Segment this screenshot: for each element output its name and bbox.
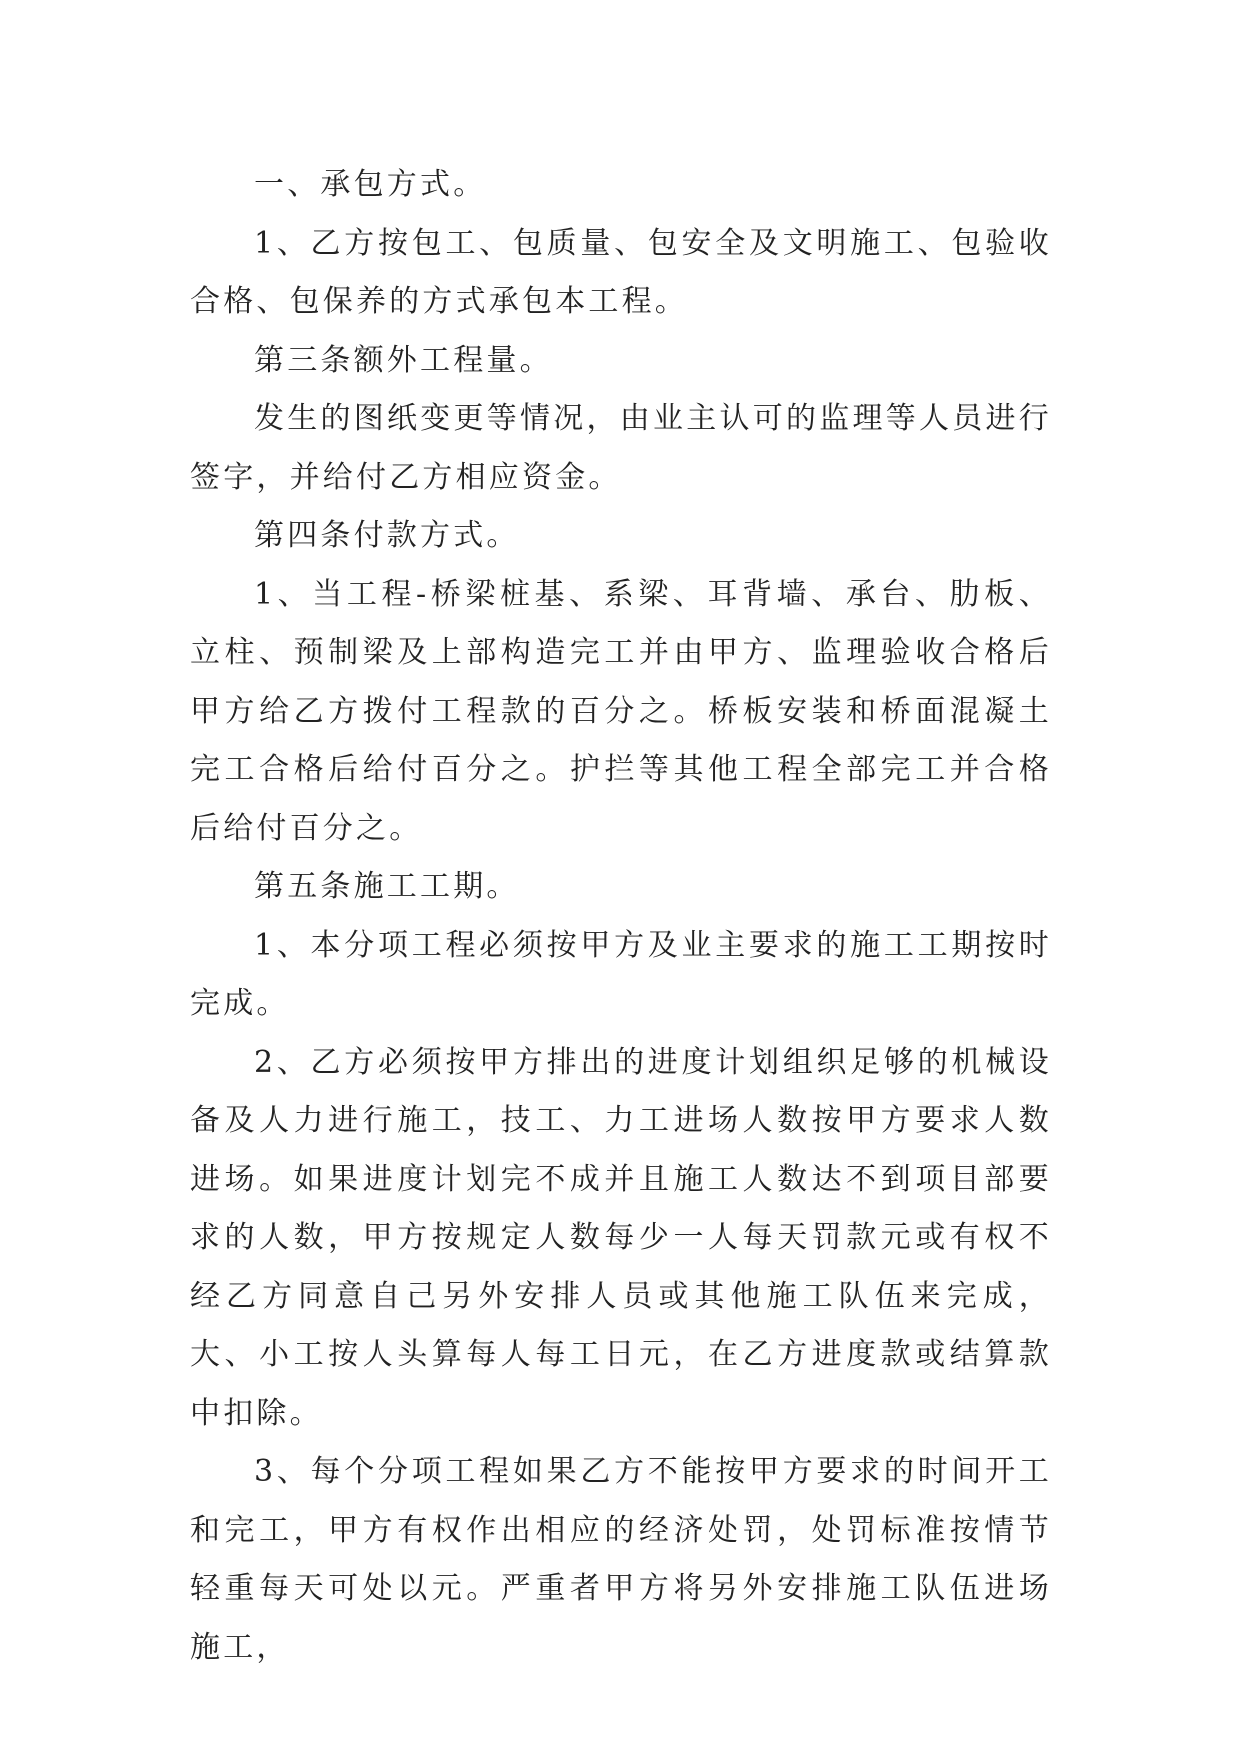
article-5-clause-1: 1、本分项工程必须按甲方及业主要求的施工工期按时完成。 <box>190 927 1052 1021</box>
article-5-heading: 第五条施工工期。 <box>254 869 520 904</box>
article-4-clause-1: 1、当工程-桥梁桩基、系梁、耳背墙、承台、肋板、立柱、预制梁及上部构造完工并由甲方、监理验收合格后甲方给乙方拨付工程款的百分之。桥板安装和桥面混凝土完工合格后给付百分之。护拦等其他工程全部完工并合格后给付百分之。 <box>190 576 1052 846</box>
section-heading-contract-method: 一、承包方式。 <box>254 167 487 202</box>
article-5-clause-3: 3、每个分项工程如果乙方不能按甲方要求的时间开工和完工，甲方有权作出相应的经济处罚，处罚标准按情节轻重每天可处以元。严重者甲方将另外安排施工队伍进场施工， <box>190 1454 1052 1665</box>
article-5-clause-2: 2、乙方必须按甲方排出的进度计划组织足够的机械设备及人力进行施工，技工、力工进场人数按甲方要求人数进场。如果进度计划完不成并且施工人数达不到项目部要求的人数，甲方按规定人数每少一人每天罚款元或有权不经乙方同意自己另外安排人员或其他施工队伍来完成，大、小工按人头算每人每工日元，在乙方进度款或结算款中扣除。 <box>190 1044 1052 1431</box>
document-body <box>190 156 1052 1677</box>
article-3-heading: 第三条额外工程量。 <box>254 342 553 378</box>
article-3-text: 发生的图纸变更等情况，由业主认可的监理等人员进行签字，并给付乙方相应资金。 <box>190 401 1052 495</box>
clause-contract-method-1: 1、乙方按包工、包质量、包安全及文明施工、包验收合格、包保养的方式承包本工程。 <box>190 225 1052 319</box>
article-4-heading: 第四条付款方式。 <box>254 518 520 553</box>
